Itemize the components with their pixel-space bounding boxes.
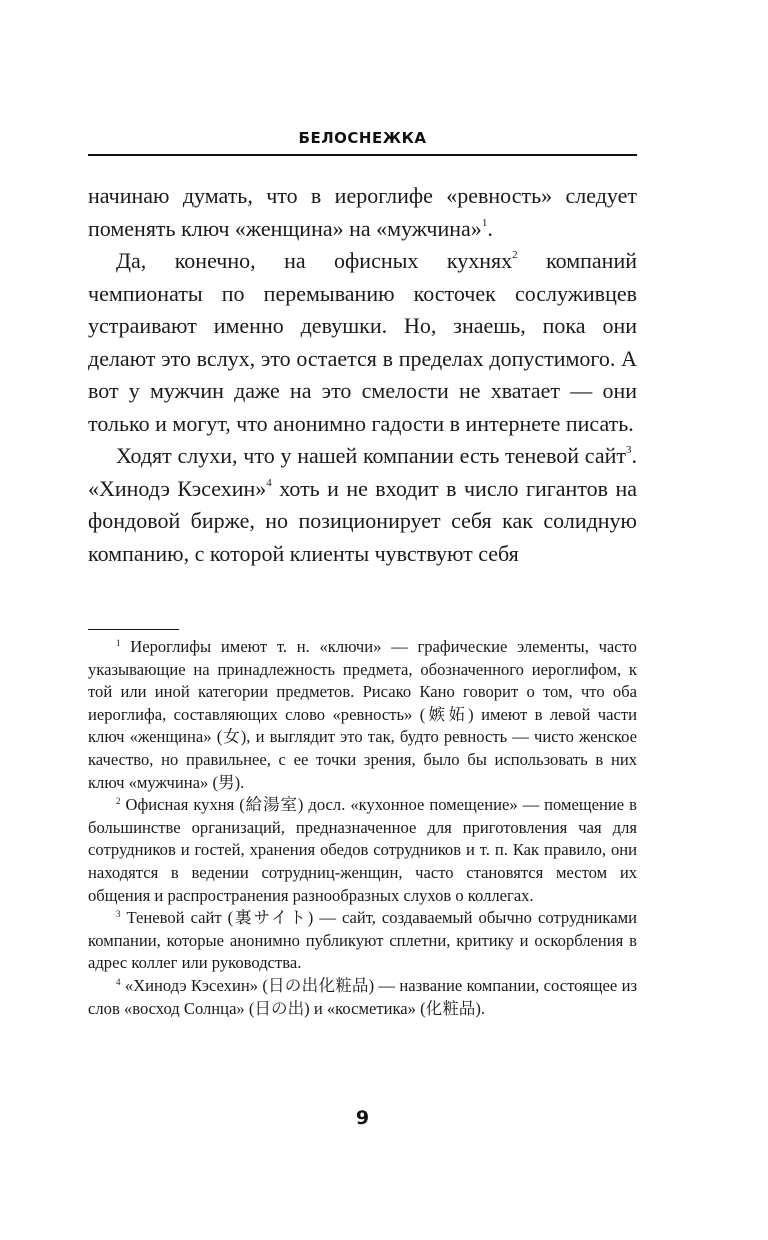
footnote-2: $^2$ Офисная кухня (給湯室) досл. «кухонное помещение» — помещение в большинстве организаций, предназначенное для приготовления чая для сотрудников и гостей, хранения обедов сотрудников и т. п. Как правило, они находятся в ведении сотрудниц-женщин, часто становятся местом их общения и распространения разнообразных слухов о коллегах.: [88, 795, 637, 905]
footnote-1: $^1$ Иероглифы имеют т. н. «ключи» — графические элементы, часто указывающие на принадлежность предмета, обозначенного иероглифом, к той или иной категории предметов. Рисако Кано говорит о том, что оба иероглифа, составляющих слово «ревность» (嫉妬) имеют в левой части ключ «женщина» (女), и выглядит это так, будто ревность — чисто женское качество, но правильнее, с ее точки зрения, было бы использовать в них ключ «мужчина» (男).: [88, 637, 637, 792]
paragraph-1: начинаю думать, что в иероглифе «ревность» следует поменять ключ «женщина» на «мужчина»$^1$.: [88, 183, 637, 241]
footnote-ref-2[interactable]: 2: [512, 249, 518, 261]
page-number: 9: [355, 1107, 370, 1129]
body-text: [88, 180, 637, 570]
footnotes: [88, 636, 637, 1020]
footnote-ref-3[interactable]: 3: [626, 444, 632, 456]
footnote-separator: [88, 629, 179, 630]
footnote-ref-1[interactable]: 1: [481, 216, 488, 229]
paragraph-3: Ходят слухи, что у нашей компании есть теневой сайт$^3$. «Хинодэ Кэсехин»$^4$ хоть и не входит в число гигантов на фондовой бирже, но позиционирует себя как солидную компанию, с которой клиенты чувствуют себя: [88, 443, 637, 566]
paragraph-2: Да, конечно, на офисных кухнях$^2$ компаний чемпионаты по перемыванию косточек сослуживцев устраивают именно девушки. Но, знаешь, пока они делают это вслух, это остается в пределах допустимого. А вот у мужчин даже на это смелости не хватает — они только и могут, что анонимно гадости в интернете писать.: [88, 248, 638, 436]
header-rule: [88, 154, 637, 156]
footnote-3: $^3$ Теневой сайт (裏サイト) — сайт, создаваемый обычно сотрудниками компании, которые анонимно публикуют сплетни, критику и оскорбления в адрес коллег или руководства.: [88, 908, 637, 973]
running-head-title: БЕЛОСНЕЖКА: [298, 129, 427, 147]
footnote-4: $^4$ «Хинодэ Кэсехин» (日の出化粧品) — название компании, состоящее из слов «восход Солнца» (日の出) и «косметика» (化粧品).: [88, 975, 638, 1018]
footnote-ref-4[interactable]: 4: [266, 476, 272, 489]
